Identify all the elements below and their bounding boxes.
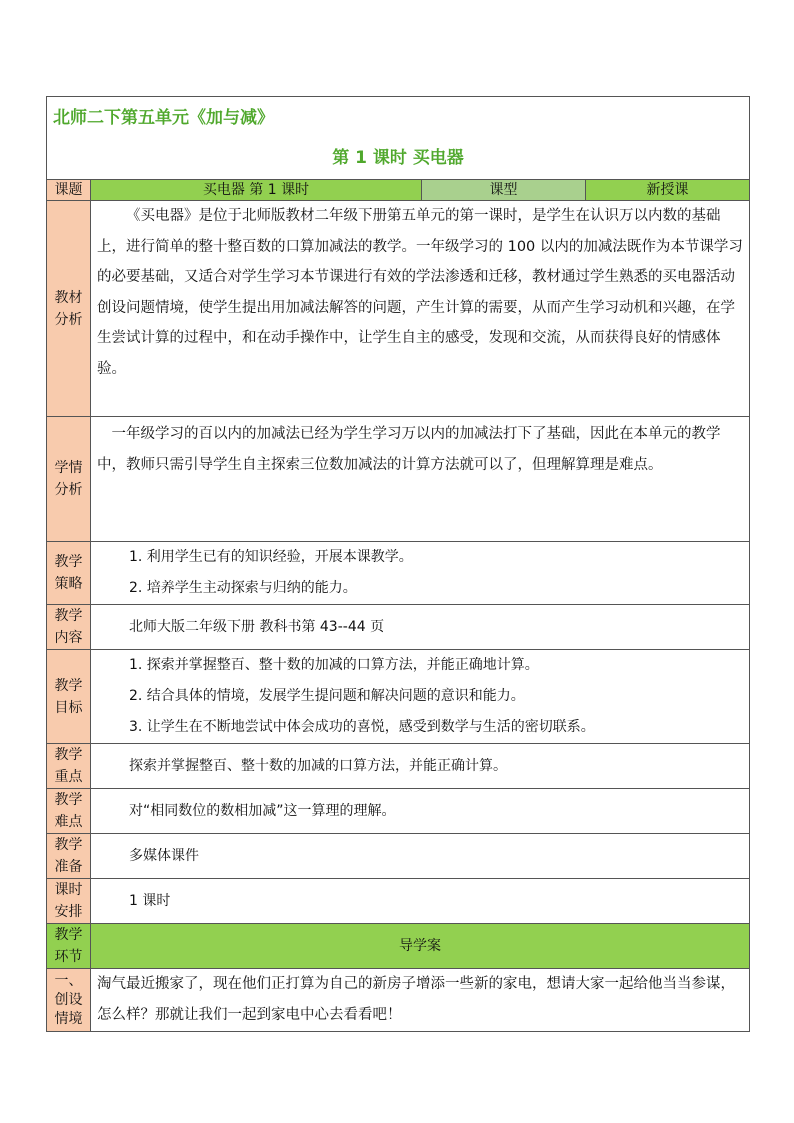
- list-item: 3. 让学生在不断地尝试中体会成功的喜悦，感受到数学与生活的密切联系。: [129, 719, 595, 735]
- strategy-label: 教学 策略: [47, 542, 91, 605]
- intro-label: 一、 创设 情境: [47, 969, 91, 1032]
- material-label: 教材 分析: [47, 201, 91, 417]
- list-item: 2. 培养学生主动探索与归纳的能力。: [129, 580, 357, 596]
- stage-text: 导学案: [91, 924, 750, 969]
- strategy-list: [91, 542, 750, 605]
- key-text: 探索并掌握整百、整十数的加减的口算方法，并能正确计算。: [91, 744, 750, 789]
- content-text: 北师大版二年级下册 教科书第 43--44 页: [91, 605, 750, 650]
- key-label: 教学 重点: [47, 744, 91, 789]
- goals-row: [47, 650, 750, 744]
- difficulty-label: 教学 难点: [47, 789, 91, 834]
- schedule-text: 1 课时: [91, 879, 750, 924]
- lesson-plan-table: [46, 96, 750, 1032]
- topic-label: 课题: [47, 180, 91, 201]
- intro-text: 淘气最近搬家了，现在他们正打算为自己的新房子增添一些新的家电，想请大家一起给他当当参谋，怎么样？那就让我们一起到家电中心去看看吧！: [91, 969, 750, 1032]
- content-row: [47, 605, 750, 650]
- stage-row: [47, 924, 750, 969]
- unit-title: 北师二下第五单元《加与减》: [53, 108, 274, 128]
- content-label: 教学 内容: [47, 605, 91, 650]
- topic-value: 买电器 第 1 课时: [91, 180, 422, 201]
- learner-label: 学情 分析: [47, 417, 91, 542]
- schedule-row: [47, 879, 750, 924]
- title-block: [47, 97, 750, 180]
- goals-list: [91, 650, 750, 744]
- lesson-plan-document: [46, 96, 749, 1032]
- intro-row: [47, 969, 750, 1032]
- stage-label: 教学 环节: [47, 924, 91, 969]
- difficulty-text: 对“相同数位的数相加减”这一算理的理解。: [91, 789, 750, 834]
- strategy-row: [47, 542, 750, 605]
- prep-text: 多媒体课件: [91, 834, 750, 879]
- list-item: 2. 结合具体的情境，发展学生提问题和解决问题的意识和能力。: [129, 688, 525, 704]
- prep-row: [47, 834, 750, 879]
- type-value: 新授课: [586, 180, 750, 201]
- learner-text: 一年级学习的百以内的加减法已经为学生学习万以内的加减法打下了基础，因此在本单元的教学中，教师只需引导学生自主探索三位数加减法的计算方法就可以了，但理解算理是难点。: [91, 417, 750, 542]
- goals-label: 教学 目标: [47, 650, 91, 744]
- prep-label: 教学 准备: [47, 834, 91, 879]
- list-item: 1. 利用学生已有的知识经验，开展本课教学。: [129, 549, 413, 565]
- difficulty-row: [47, 789, 750, 834]
- material-row: [47, 201, 750, 417]
- lesson-title: 第 1 课时 买电器: [332, 148, 464, 168]
- material-text: 《买电器》是位于北师版教材二年级下册第五单元的第一课时，是学生在认识万以内数的基础上，进行简单的整十整百数的口算加减法的教学。一年级学习的 100 以内的加减法既作为本节课学习的必要基础，又适合对学生学习本节课进行有效的学法渗透和迁移，教材通过学生熟悉的买电器活动创设问题情境，使学生提出用加减法解答的问题，产生计算的需要，从而产生学习动机和兴趣，在学生尝试计算的过程中，和在动手操作中，让学生自主的感受，发现和交流，从而获得良好的情感体验。: [91, 201, 750, 417]
- learner-row: [47, 417, 750, 542]
- key-row: [47, 744, 750, 789]
- info-row: [47, 180, 750, 201]
- schedule-label: 课时 安排: [47, 879, 91, 924]
- type-label: 课型: [422, 180, 586, 201]
- list-item: 1. 探索并掌握整百、整十数的加减的口算方法，并能正确地计算。: [129, 657, 539, 673]
